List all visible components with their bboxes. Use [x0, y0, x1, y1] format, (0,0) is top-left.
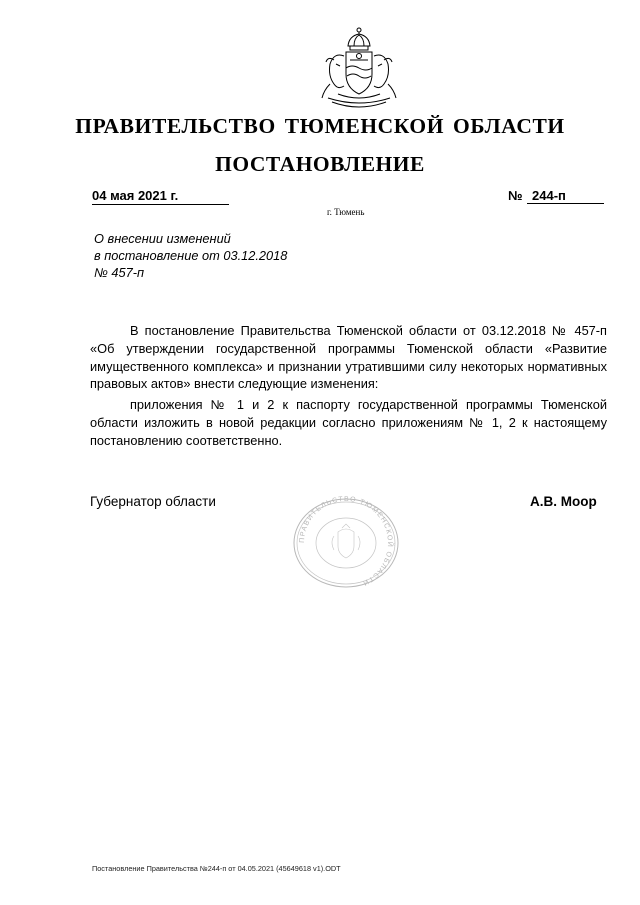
city-label: г. Тюмень — [327, 207, 365, 217]
document-subject — [94, 230, 287, 281]
crown-icon — [348, 28, 370, 50]
document-number: 244-п — [527, 188, 604, 204]
subject-line: в постановление от 03.12.2018 — [94, 248, 288, 263]
signer-position: Губернатор области — [90, 494, 216, 509]
official-seal-icon — [290, 496, 402, 590]
subject-line: О внесении изменений — [94, 231, 231, 246]
number-sign: № — [508, 188, 523, 203]
shield-icon — [346, 52, 372, 94]
body-paragraph: приложения № 1 и 2 к паспорту государственной программы Тюменской области изложить в новой редакции согласно приложениям № 1, 2 к настоящему постановлению соответственно. — [90, 397, 607, 448]
seal-lettering: ПРАВИТЕЛЬСТВО ТЮМЕНСКОЙ ОБЛАСТИ — [298, 496, 394, 587]
document-type-heading: ПОСТАНОВЛЕНИЕ — [215, 152, 425, 176]
coat-of-arms-icon — [314, 24, 404, 116]
signer-name: А.В. Моор — [530, 494, 597, 509]
document-date: 04 мая 2021 г. — [92, 188, 229, 205]
right-supporter-icon — [374, 55, 396, 98]
page-title: ПРАВИТЕЛЬСТВО ТЮМЕНСКОЙ ОБЛАСТИ — [75, 114, 565, 138]
subject-line: № 457-п — [94, 265, 145, 280]
left-supporter-icon — [322, 55, 344, 98]
body-paragraph: В постановление Правительства Тюменской области от 03.12.2018 № 457-п «Об утверждении государственной программы Тюменской области «Развитие имущественного комплекса» и признании утратившими силу некоторых нормативных правовых актов» внести следующие изменения: — [90, 323, 607, 392]
document-footer: Постановление Правительства №244-п от 04.05.2021 (45649618 v1).ODT — [92, 864, 341, 873]
